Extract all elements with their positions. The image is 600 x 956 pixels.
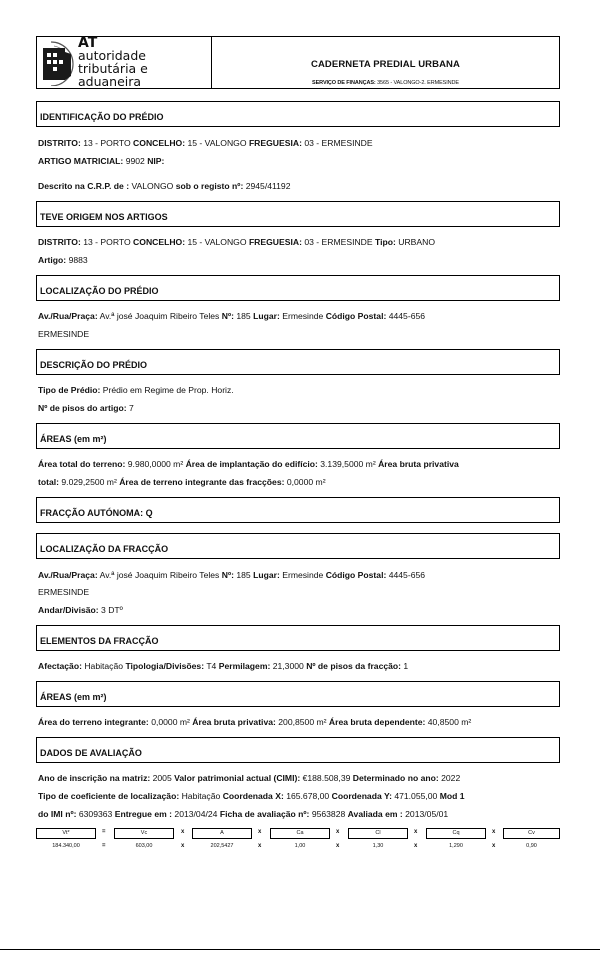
fraccao-address-line: Av./Rua/Praça: Av.ª josé Joaquim Ribeiro Teles Nº: 185 Lugar: Ermesinde Código Postal: 4445-656 (38, 570, 426, 580)
origem-location-line: DISTRITO: 13 - PORTO CONCELHO: 15 - VALONGO FREGUESIA: 03 - ERMESINDE Tipo: URBANO (38, 237, 436, 247)
formula-operator: x (492, 843, 496, 849)
section-fraccao-autonoma-title: FRACÇÃO AUTÓNOMA: Q (36, 497, 560, 523)
fraccao-localidade-line: ERMESINDE (38, 587, 90, 597)
section-origem-title: TEVE ORIGEM NOS ARTIGOS (36, 201, 560, 227)
page-bottom-rule (0, 949, 600, 950)
logo-line-tributaria: tributária e aduaneira (78, 61, 148, 89)
areas-predio-line-1: Área total do terreno: 9.980,0000 m² Área de implantação do edifício: 3.139,5000 m² Área bruta privativa (38, 459, 459, 469)
formula-label-cv: Cv (503, 828, 560, 839)
section-elementos-fraccao-title: ELEMENTOS DA FRACÇÃO (36, 625, 560, 651)
section-localizacao-predio-title: LOCALIZAÇÃO DO PRÉDIO (36, 275, 560, 301)
formula-value-a: 202,5427 (210, 843, 234, 849)
at-coat-of-arms-icon (41, 40, 75, 86)
section-avaliacao-title: DADOS DE AVALIAÇÃO (36, 737, 560, 763)
section-localizacao-fraccao-title: LOCALIZAÇÃO DA FRACÇÃO (36, 533, 560, 559)
logo-line-autoridade: autoridade (78, 48, 146, 63)
areas-fraccao-line: Área do terreno integrante: 0,0000 m² Área bruta privativa: 200,8500 m² Área bruta dependente: 40,8500 m² (38, 717, 472, 727)
formula-value-cq: 1,290 (449, 843, 463, 849)
at-logo (37, 37, 212, 88)
origem-artigo-line: Artigo: 9883 (38, 255, 88, 265)
formula-operator: x (181, 829, 185, 835)
identificacao-location-line: DISTRITO: 13 - PORTO CONCELHO: 15 - VALONGO FREGUESIA: 03 - ERMESINDE (38, 138, 373, 148)
formula-operator: x (336, 843, 340, 849)
predio-localidade-line: ERMESINDE (38, 329, 90, 339)
formula-label-a: A (192, 828, 252, 839)
document-page (36, 36, 560, 89)
document-title-block (212, 37, 559, 88)
formula-label-ca: Ca (270, 828, 330, 839)
crp-line: Descrito na C.R.P. de : VALONGO sob o registo nº: 2945/41192 (38, 181, 291, 191)
formula-operator: x (414, 843, 418, 849)
section-areas-fraccao-title: ÁREAS (em m²) (36, 681, 560, 707)
formula-value-vt: 184.340,00 (52, 843, 80, 849)
document-header (36, 36, 560, 89)
section-identificacao-title: IDENTIFICAÇÃO DO PRÉDIO (36, 101, 560, 127)
formula-operator: x (258, 829, 262, 835)
formula-label-cq: Cq (426, 828, 486, 839)
formula-operator: x (181, 843, 185, 849)
formula-operator: x (492, 829, 496, 835)
formula-operator: x (258, 843, 262, 849)
section-descricao-title: DESCRIÇÃO DO PRÉDIO (36, 349, 560, 375)
formula-value-cv: 0,90 (526, 843, 537, 849)
elementos-line: Afectação: Habitação Tipologia/Divisões: T4 Permilagem: 21,3000 Nº de pisos da fracção: 1 (38, 661, 409, 671)
pisos-artigo-line: Nº de pisos do artigo: 7 (38, 403, 134, 413)
formula-label-vc: Vc (114, 828, 174, 839)
formula-label-cl: Cl (348, 828, 408, 839)
artigo-matricial-line: ARTIGO MATRICIAL: 9902 NIP: (38, 156, 165, 166)
formula-operator: x (336, 829, 340, 835)
formula-operator: = (102, 843, 106, 849)
avaliacao-line-3: do IMI nº: 6309363 Entregue em : 2013/04/24 Ficha de avaliação nº: 9563828 Avaliada em : 2013/05/01 (38, 809, 449, 819)
logo-at: AT (78, 35, 98, 51)
section-areas-predio-title: ÁREAS (em m²) (36, 423, 560, 449)
avaliacao-line-1: Ano de inscrição na matriz: 2005 Valor patrimonial actual (CIMI): €188.508,39 Determinado no ano: 2022 (38, 773, 461, 783)
formula-value-ca: 1,00 (294, 843, 306, 849)
areas-predio-line-2: total: 9.029,2500 m² Área de terreno integrante das fracções: 0,0000 m² (38, 477, 326, 487)
formula-value-vc: 603,00 (135, 843, 153, 849)
formula-value-cl: 1,30 (372, 843, 384, 849)
predio-address-line: Av./Rua/Praça: Av.ª josé Joaquim Ribeiro Teles Nº: 185 Lugar: Ermesinde Código Postal: 4445-656 (38, 311, 426, 321)
formula-label-vt: Vt* (36, 828, 96, 839)
document-title: CADERNETA PREDIAL URBANA (311, 59, 460, 70)
avaliacao-line-2: Tipo de coeficiente de localização: Habitação Coordenada X: 165.678,00 Coordenada Y: 471.055,00 Mod 1 (38, 791, 465, 801)
formula-operator: = (102, 829, 106, 835)
service-office: SERVIÇO DE FINANÇAS: 3565 - VALONGO-2. ERMESINDE (312, 80, 459, 86)
formula-operator: x (414, 829, 418, 835)
tipo-predio-line: Tipo de Prédio: Prédio em Regime de Prop. Horiz. (38, 385, 234, 395)
andar-divisao-line: Andar/Divisão: 3 DTº (38, 605, 123, 615)
